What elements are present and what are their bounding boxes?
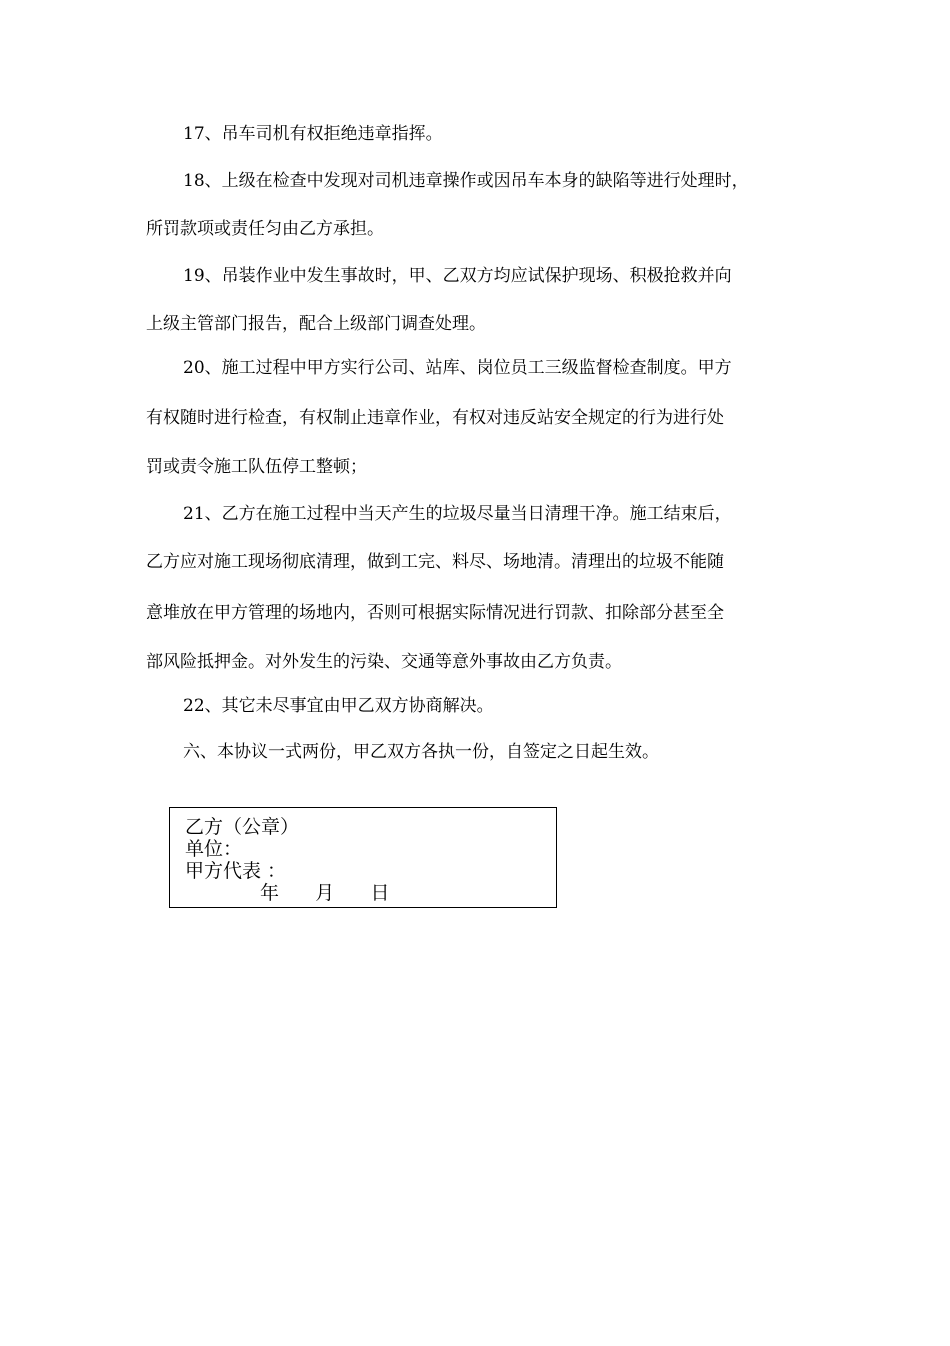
paragraph-19-line-1: 19、吊装作业中发生事故时，甲、乙双方均应试保护现场、积极抢救并向 xyxy=(183,266,732,286)
paragraph-20-line-2: 有权随时进行检查，有权制止违章作业，有权对违反站安全规定的行为进行处 xyxy=(146,408,724,428)
paragraph-18-line-1: 18、上级在检查中发现对司机违章操作或因吊车本身的缺陷等进行处理时， xyxy=(183,171,749,191)
paragraph-19-line-2: 上级主管部门报告，配合上级部门调查处理。 xyxy=(146,314,486,334)
paragraph-18-line-2: 所罚款项或责任匀由乙方承担。 xyxy=(146,219,384,239)
paragraph-21-line-1: 21、乙方在施工过程中当天产生的垃圾尽量当日清理干净。施工结束后， xyxy=(183,504,732,524)
paragraph-21-line-3: 意堆放在甲方管理的场地内，否则可根据实际情况进行罚款、扣除部分甚至全 xyxy=(146,603,724,623)
signature-date: 年 月 日 xyxy=(260,882,390,904)
paragraph-21-line-4: 部风险抵押金。对外发生的污染、交通等意外事故由乙方负责。 xyxy=(146,652,622,672)
paragraph-20-line-3: 罚或责令施工队伍停工整顿； xyxy=(146,457,367,477)
paragraph-six: 六、本协议一式两份，甲乙双方各执一份，自签定之日起生效。 xyxy=(183,742,659,762)
paragraph-22: 22、其它未尽事宜由甲乙双方协商解决。 xyxy=(183,696,494,716)
signature-party: 乙方（公章） xyxy=(185,816,300,838)
signature-box xyxy=(169,807,557,908)
paragraph-20-line-1: 20、施工过程中甲方实行公司、站库、岗位员工三级监督检查制度。甲方 xyxy=(183,358,732,378)
paragraph-17: 17、吊车司机有权拒绝违章指挥。 xyxy=(183,124,443,144)
paragraph-21-line-2: 乙方应对施工现场彻底清理，做到工完、料尽、场地清。清理出的垃圾不能随 xyxy=(146,552,724,572)
signature-representative: 甲方代表 ： xyxy=(185,860,287,882)
signature-unit: 单位： xyxy=(185,838,243,860)
